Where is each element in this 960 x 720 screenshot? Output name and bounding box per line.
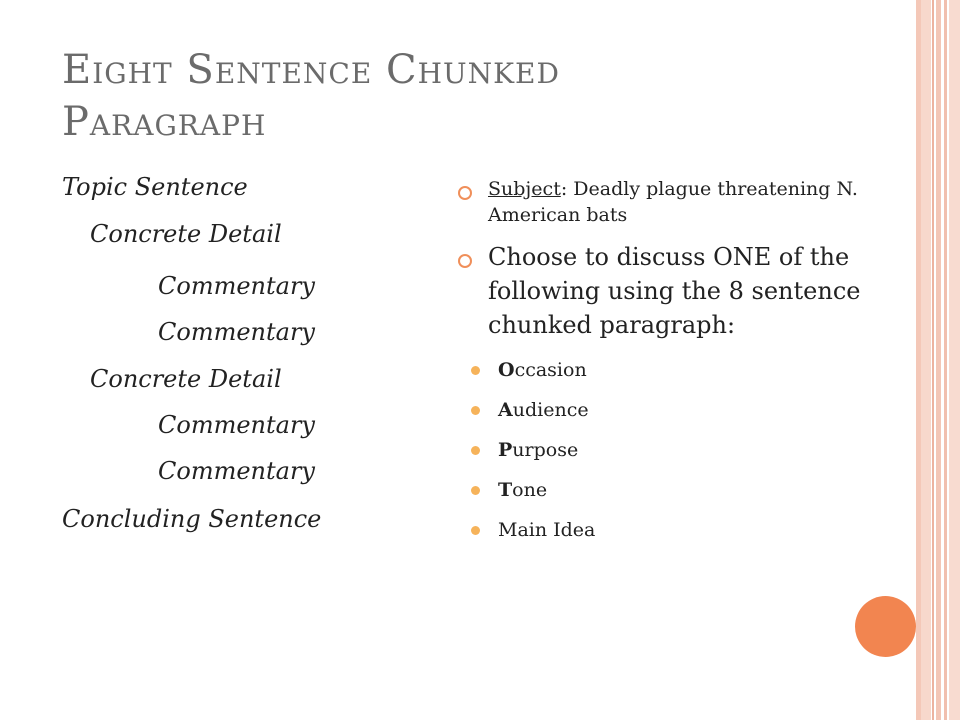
- commentary: Commentary: [158, 272, 315, 300]
- choose-text: Choose to discuss ONE of the following using the 8 sentence chunked paragraph:: [488, 243, 861, 339]
- ring-bullet-icon: [458, 254, 472, 268]
- dot-bullet-icon: [471, 486, 480, 495]
- title-line-1: Eight Sentence Chunked: [62, 47, 560, 93]
- subject-label: Subject: [488, 178, 561, 200]
- option-audience: [456, 390, 886, 430]
- ring-bullet-icon: [458, 186, 472, 200]
- subject-bullet: [456, 176, 886, 228]
- option-rest: Main Idea: [498, 519, 596, 541]
- title-line-2: Paragraph: [62, 99, 267, 145]
- dot-bullet-icon: [471, 446, 480, 455]
- option-tone: [456, 470, 886, 510]
- stripe: [944, 0, 947, 720]
- stripe: [949, 0, 960, 720]
- option-rest: ccasion: [514, 359, 587, 381]
- slide-title: [62, 44, 882, 148]
- stripe: [936, 0, 941, 720]
- option-purpose: [456, 430, 886, 470]
- options-list: [456, 350, 886, 550]
- topic-sentence: Topic Sentence: [62, 173, 248, 201]
- decorative-stripes: [916, 0, 960, 720]
- option-rest: one: [512, 479, 548, 501]
- concluding-sentence: Concluding Sentence: [62, 505, 322, 533]
- concrete-detail: Concrete Detail: [90, 365, 282, 393]
- concrete-detail: Concrete Detail: [90, 220, 282, 248]
- choose-bullet: [456, 240, 886, 342]
- dot-bullet-icon: [471, 526, 480, 535]
- option-rest: udience: [512, 399, 589, 421]
- dot-bullet-icon: [471, 366, 480, 375]
- option-initial: A: [498, 399, 513, 421]
- option-rest: urpose: [512, 439, 579, 461]
- frame-line: [919, 0, 921, 720]
- option-main-idea: [456, 510, 886, 550]
- commentary: Commentary: [158, 411, 315, 439]
- commentary: Commentary: [158, 318, 315, 346]
- subject-text: : Deadly plague threatening N. American bats: [488, 178, 858, 226]
- stripe: [932, 0, 934, 720]
- commentary: Commentary: [158, 457, 315, 485]
- stripe: [921, 0, 931, 720]
- option-initial: O: [498, 359, 515, 381]
- option-initial: P: [498, 439, 513, 461]
- dot-bullet-icon: [471, 406, 480, 415]
- right-column: [456, 176, 886, 550]
- decorative-circle: [855, 596, 916, 657]
- option-initial: T: [498, 479, 513, 501]
- option-occasion: [456, 350, 886, 390]
